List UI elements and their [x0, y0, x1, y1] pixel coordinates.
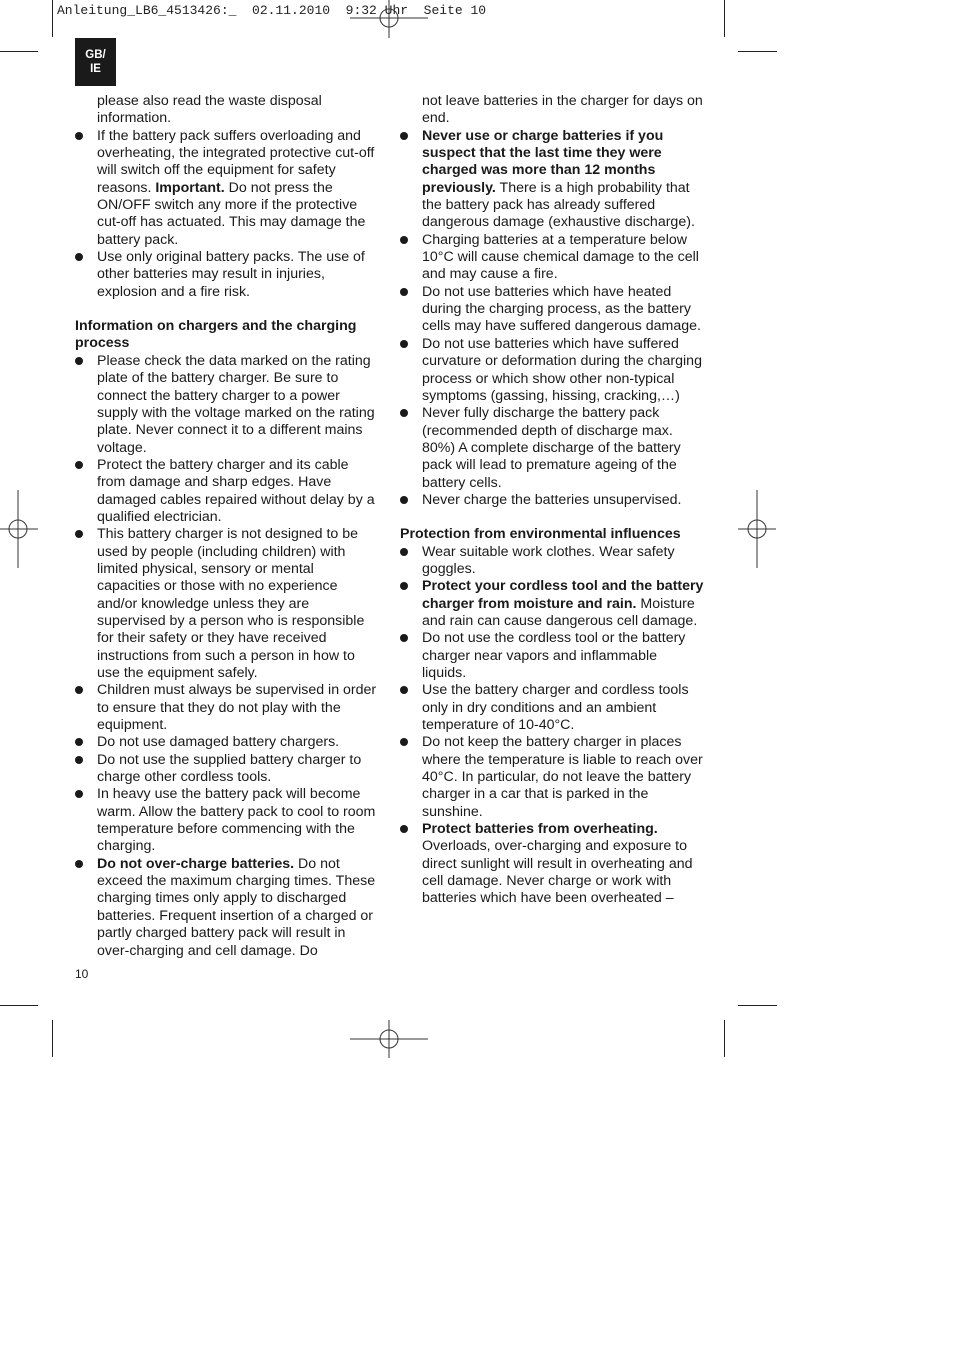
- bullet-icon: [75, 132, 83, 140]
- list-item: [400, 821, 705, 908]
- bullet-icon: [75, 860, 83, 868]
- language-badge: [75, 38, 116, 86]
- list-item-text: Do not exceed the maximum charging times. These charging times only apply to discharged batteries. Frequent insertion of a charged or partly charged battery pack will result in over-charging and cell damage. Do: [97, 855, 376, 959]
- list-item: [400, 336, 705, 405]
- right-column: [400, 93, 705, 908]
- registration-mark-top: [350, 0, 428, 40]
- list-item-bold-text: Never use or charge batteries if you suspect that the last time they were charged was more than 12 months previously.: [422, 127, 664, 196]
- list-item: [400, 492, 705, 509]
- bullet-icon: [400, 825, 408, 833]
- bullet-icon: [400, 634, 408, 642]
- list-item-text: Do not use the cordless tool or the battery charger near vapors and inflammable liquids.: [422, 630, 686, 681]
- bullet-icon: [75, 357, 83, 365]
- list-item-text: Protect the battery charger and its cable from damage and sharp edges. Have damaged cables repaired without delay by a qualified electrician.: [97, 456, 375, 525]
- list-item: [75, 752, 380, 787]
- bullet-icon: [75, 790, 83, 798]
- registration-mark-right: [738, 490, 778, 570]
- list-item: [400, 630, 705, 682]
- list-item-text: Do not keep the battery charger in places where the temperature is liable to reach over 40°C. In particular, do not leave the battery charger in a car that is parked in the sunshine.: [422, 734, 703, 820]
- list-item-text: Use only original battery packs. The use of other batteries may result in injuries, explosion and a fire risk.: [97, 249, 365, 300]
- crop-mark: [52, 0, 53, 37]
- list-item: [400, 578, 705, 630]
- section-heading: Information on chargers and the charging process: [75, 318, 357, 352]
- crop-mark: [738, 51, 777, 52]
- list-item: [75, 249, 380, 301]
- print-header: Anleitung_LB6_4513426:_ 02.11.2010 9:32 Uhr Seite 10: [57, 3, 487, 18]
- language-badge-line2: IE: [90, 63, 101, 75]
- list-item-text: Do not press the ON/OFF switch any more if the protective cut-off has actuated. This may damage the battery pack.: [97, 179, 366, 248]
- list-item: [75, 786, 380, 855]
- list-item: [400, 405, 705, 492]
- crop-mark: [738, 1005, 777, 1006]
- list-item-text: Do not use batteries which have heated during the charging process, as the battery cells may have suffered dangerous damage.: [422, 283, 701, 335]
- list-item-bold-text: Protect your cordless tool and the battery charger from moisture and rain.: [422, 578, 704, 612]
- list-item: [400, 734, 705, 821]
- list-item: [75, 526, 380, 682]
- list-item: [400, 128, 705, 232]
- bullet-icon: [400, 340, 408, 348]
- list-item: [75, 734, 380, 751]
- list-item-text: If the battery pack suffers overloading and overheating, the integrated protective cut-off will switch off the equipment for safety reasons.: [97, 127, 375, 196]
- crop-mark: [0, 51, 38, 52]
- bullet-icon: [75, 530, 83, 538]
- list-item-text: Wear suitable work clothes. Wear safety goggles.: [422, 543, 675, 577]
- list-item-text: Never charge the batteries unsupervised.: [422, 491, 682, 508]
- list-item-text: Never fully discharge the battery pack (recommended depth of discharge max. 80%) A complete discharge of the battery pack will lead to premature ageing of the battery cells.: [422, 405, 681, 491]
- registration-mark-bottom: [350, 1020, 428, 1060]
- language-badge-line1: GB/: [85, 49, 106, 61]
- bullet-icon: [400, 236, 408, 244]
- left-column: [75, 93, 380, 960]
- registration-mark-left: [0, 490, 40, 570]
- bullet-icon: [400, 496, 408, 504]
- bullet-icon: [75, 686, 83, 694]
- list-item: [75, 128, 380, 249]
- list-item: [400, 544, 705, 579]
- list-item-text: There is a high probability that the battery pack has already suffered dangerous damage (exhaustive discharge).: [422, 179, 695, 231]
- list-item-text: Overloads, over-charging and exposure to direct sunlight will result in overheating and cell damage. Never charge or work with batteries which have been overheated –: [422, 838, 693, 907]
- crop-mark: [724, 1020, 725, 1057]
- bullet-icon: [400, 288, 408, 296]
- list-item: [75, 457, 380, 526]
- bullet-icon: [75, 738, 83, 746]
- bullet-icon: [75, 756, 83, 764]
- list-item: [75, 353, 380, 457]
- bullet-list: [400, 128, 705, 510]
- list-item: [75, 856, 380, 960]
- bullet-icon: [400, 582, 408, 590]
- list-item-bold-text: Protect batteries from overheating.: [422, 821, 658, 838]
- crop-mark: [724, 0, 725, 37]
- bullet-icon: [400, 409, 408, 417]
- bullet-icon: [400, 548, 408, 556]
- list-item: [400, 232, 705, 284]
- list-item-text: This battery charger is not designed to be used by people (including children) with limited physical, sensory or mental capacities or those with no experience and/or knowledge unless they are supervised by a person who is responsible for their safety or they have received instructions from such a person in how to use the equipment safely.: [97, 526, 365, 681]
- list-item-text: In heavy use the battery pack will become warm. Allow the battery pack to cool to room temperature before commencing with the charging.: [97, 786, 376, 855]
- list-item: [75, 682, 380, 734]
- list-item-text: Do not use the supplied battery charger to charge other cordless tools.: [97, 751, 362, 786]
- section-heading: Protection from environmental influences: [400, 526, 681, 543]
- list-item-text: Do not use damaged battery chargers.: [97, 734, 340, 751]
- intro-text: not leave batteries in the charger for days on end.: [422, 93, 703, 127]
- list-item-text: Do not use batteries which have suffered curvature or deformation during the charging process or which show other non-typical symptoms (gassing, hissing, cracking,…): [422, 335, 702, 404]
- bullet-list: [75, 128, 380, 301]
- bullet-icon: [400, 132, 408, 140]
- list-item-bold-text: Important.: [155, 179, 225, 196]
- list-item-text: Moisture and rain can cause dangerous cell damage.: [422, 595, 698, 629]
- crop-mark: [52, 1020, 53, 1057]
- list-item-text: Charging batteries at a temperature below 10°C will cause chemical damage to the cell and may cause a fire.: [422, 231, 699, 283]
- bullet-icon: [75, 253, 83, 261]
- list-item-text: Use the battery charger and cordless tools only in dry conditions and an ambient temperature of 10-40°C.: [422, 682, 689, 734]
- page-number: 10: [75, 967, 89, 981]
- bullet-list: [400, 544, 705, 908]
- list-item: [400, 284, 705, 336]
- bullet-icon: [400, 738, 408, 746]
- bullet-icon: [400, 686, 408, 694]
- list-item-text: Please check the data marked on the rating plate of the battery charger. Be sure to connect the battery charger to a power supply with the voltage marked on the rating plate. Never connect it to a different mains voltage.: [97, 352, 375, 456]
- intro-text: please also read the waste disposal information.: [97, 93, 322, 127]
- bullet-icon: [75, 461, 83, 469]
- list-item: [400, 682, 705, 734]
- list-item-text: Children must always be supervised in order to ensure that they do not play with the equipment.: [97, 682, 377, 734]
- bullet-list: [75, 353, 380, 960]
- list-item-bold-text: Do not over-charge batteries.: [97, 855, 295, 872]
- crop-mark: [0, 1005, 38, 1006]
